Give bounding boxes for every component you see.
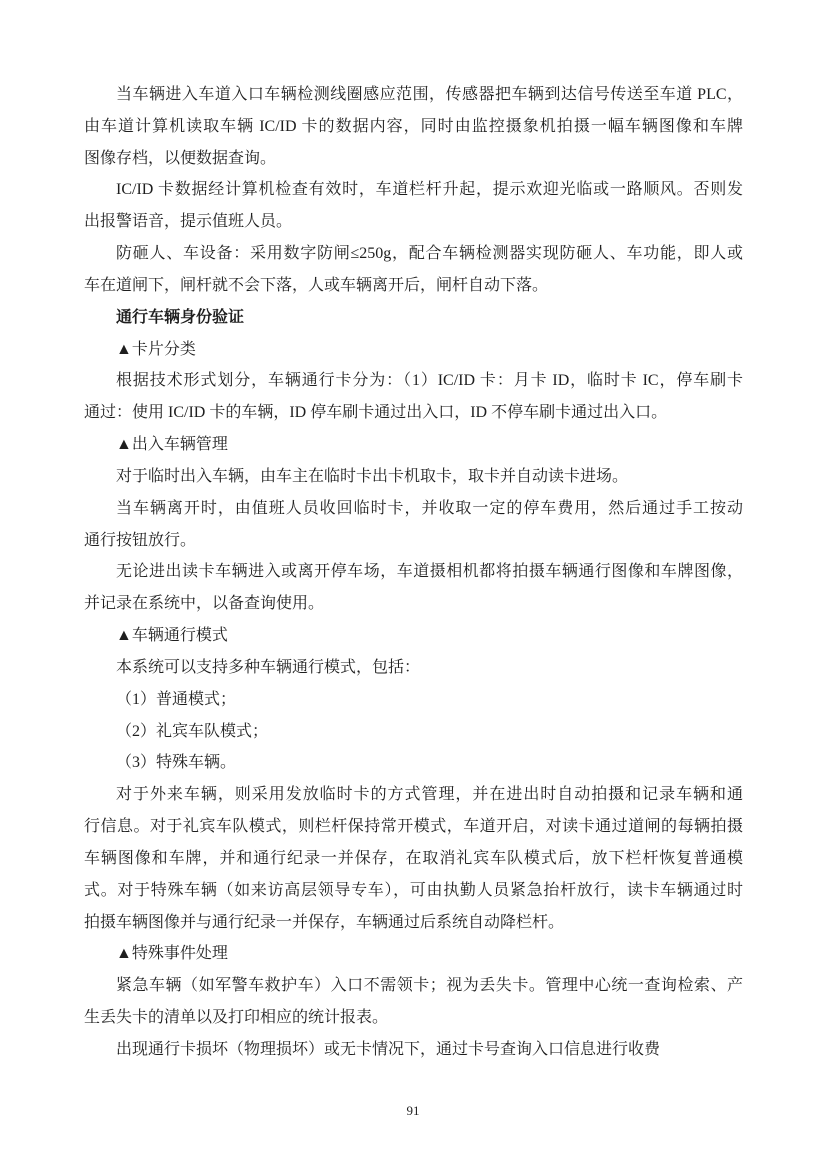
bullet-line: ▲特殊事件处理 [116,945,228,963]
text-line: 车辆图像和车牌，并和通行纪录一并保存，在取消礼宾车队模式后，放下栏杆恢复普通模 [84,849,743,867]
text-line: 行信息。对于礼宾车队模式，则栏杆保持常开模式，车道开启，对读卡通过道闸的每辆拍摄 [84,818,743,836]
document-lines [84,79,743,1066]
text-line: 根据技术形式划分，车辆通行卡分为：（1）IC/ID 卡：月卡 ID，临时卡 IC，停车刷卡 [116,372,743,390]
text-line: 并记录在系统中，以备查询使用。 [84,595,325,613]
text-line: 通行按钮放行。 [84,531,197,549]
page-number: 91 [406,1103,420,1118]
text-line: （1）普通模式； [116,690,237,708]
text-line: 车在道闸下，闸杆就不会下落，人或车辆离开后，闸杆自动下落。 [84,276,549,294]
text-line: 出现通行卡损坏（物理损坏）或无卡情况下，通过卡号查询入口信息进行收费 [116,1040,661,1058]
text-line: 对于外来车辆，则采用发放临时卡的方式管理，并在进出时自动拍摄和记录车辆和通 [116,786,743,804]
text-line: （2）礼宾车队模式； [116,722,269,740]
text-line: 生丢失卡的清单以及打印相应的统计报表。 [84,1009,389,1027]
text-line: 通过：使用 IC/ID 卡的车辆，ID 停车刷卡通过出入口，ID 不停车刷卡通过出入口。 [84,404,668,422]
text-line: 拍摄车辆图像并与通行纪录一并保存，车辆通过后系统自动降栏杆。 [84,913,565,931]
text-line: 式。对于特殊车辆（如来访高层领导专车），可由执勤人员紧急抬杆放行，读卡车辆通过时 [84,881,743,899]
text-line: 本系统可以支持多种车辆通行模式，包括： [116,658,421,676]
text-line: 由车道计算机读取车辆 IC/ID 卡的数据内容，同时由监控摄象机拍摄一幅车辆图像和车牌 [84,117,743,135]
text-line: 无论进出读卡车辆进入或离开停车场，车道摄相机都将拍摄车辆通行图像和车牌图像， [116,563,743,581]
text-line: 当车辆离开时，由值班人员收回临时卡，并收取一定的停车费用，然后通过手工按动 [116,499,743,517]
bullet-line: ▲卡片分类 [116,340,196,358]
text-line: 出报警语音，提示值班人员。 [84,213,293,231]
text-line: 对于临时出入车辆，由车主在临时卡出卡机取卡，取卡并自动读卡进场。 [116,467,629,485]
text-line: 当车辆进入车道入口车辆检测线圈感应范围，传感器把车辆到达信号传送至车道 PLC， [116,86,743,103]
text-line: 图像存档，以便数据查询。 [84,149,277,167]
text-line: （3）特殊车辆。 [116,754,237,772]
text-line: 防砸人、车设备：采用数字防闸≤250g，配合车辆检测器实现防砸人、车功能，即人或 [116,245,743,263]
text-line: 紧急车辆（如军警车救护车）入口不需领卡；视为丢失卡。管理中心统一查询检索、产 [116,977,743,995]
bullet-line: ▲车辆通行模式 [116,627,228,645]
section-heading: 通行车辆身份验证 [116,308,245,326]
bullet-line: ▲出入车辆管理 [116,436,228,454]
text-line: IC/ID 卡数据经计算机检查有效时，车道栏杆升起，提示欢迎光临或一路顺风。否则发 [116,181,743,199]
